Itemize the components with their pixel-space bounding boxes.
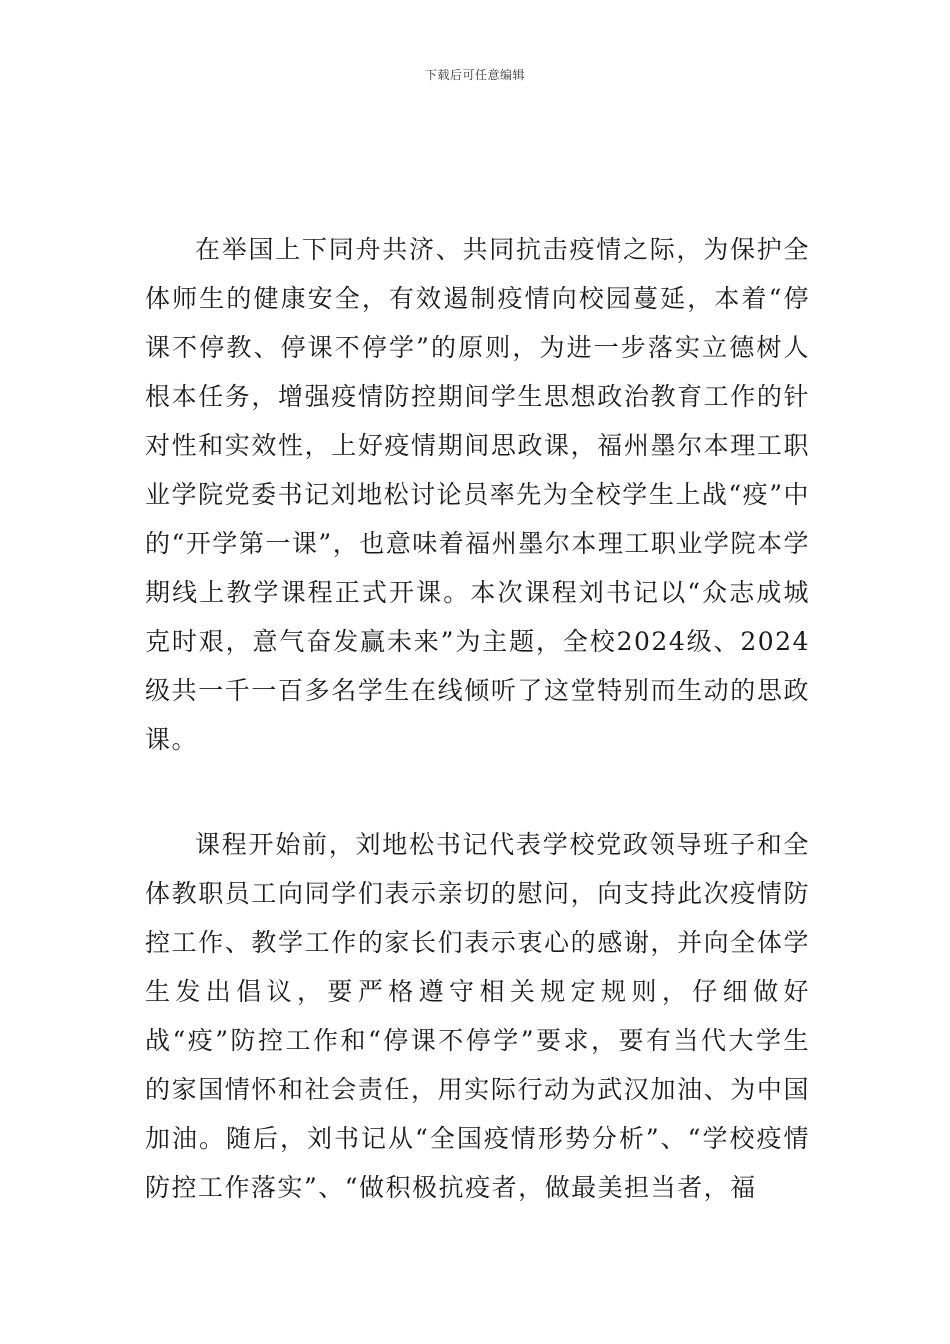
paragraph-2: 课程开始前，刘地松书记代表学校党政领导班子和全体教职员工向同学们表示亲切的慰问，向支持此次疫情防控工作、教学工作的家长们表示衷心的感谢，并向全体学生发出倡议，要严格遵守相关规定规则，仔细做好战“疫”防控工作和“停课不停学”要求，要有当代大学生的家国情怀和社会责任，用实际行动为武汉加油、为中国加油。随后，刘书记从“全国疫情形势分析”、“学校疫情防控工作落实”、“做积极抗疫者，做最美担当者，福 [145, 830, 810, 1202]
header-note: 下载后可任意编辑 [424, 68, 525, 82]
paragraph-1: 在举国上下同舟共济、共同抗击疫情之际，为保护全体师生的健康安全，有效遏制疫情向校园蔓延，本着“停课不停教、停课不停学”的原则，为进一步落实立德树人根本任务，增强疫情防控期间学生思想政治教育工作的针对性和实效性，上好疫情期间思政课，福州墨尔本理工职业学院党委书记刘地松讨论员率先为全校学生上战“疫”中的“开学第一课”，也意味着福州墨尔本理工职业学院本学期线上教学课程正式开课。本次课程刘书记以“众志成城克时艰，意气奋发赢未来”为主题，全校2024级、2024级共一千一百多名学生在线倾听了这堂特别而生动的思政课。 [145, 235, 810, 754]
